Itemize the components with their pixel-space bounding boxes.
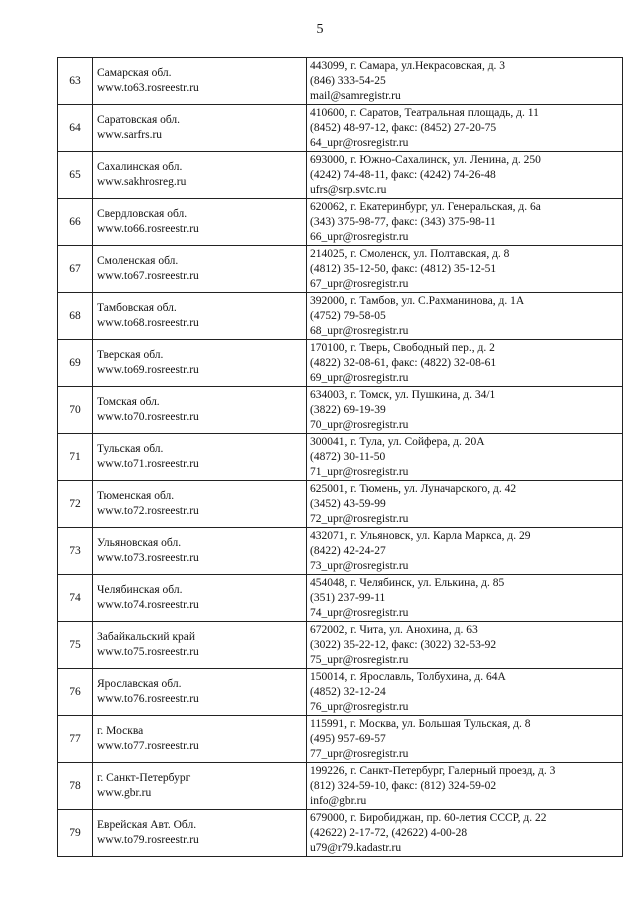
- postal-address: 634003, г. Томск, ул. Пушкина, д. 34/1: [310, 389, 496, 401]
- region-cell: [93, 716, 307, 763]
- table-row: [58, 434, 623, 481]
- postal-address: 214025, г. Смоленск, ул. Полтавская, д. 8: [310, 248, 510, 260]
- region-website: www.to67.rosreestr.ru: [97, 270, 199, 282]
- contact-cell: [307, 434, 623, 481]
- row-number: 79: [58, 810, 93, 857]
- email-address: 74_upr@rosregistr.ru: [310, 607, 409, 619]
- region-cell: [93, 669, 307, 716]
- table-row: [58, 622, 623, 669]
- region-cell: [93, 246, 307, 293]
- region-website: www.to69.rosreestr.ru: [97, 364, 199, 376]
- table-row: [58, 246, 623, 293]
- region-name: Томская обл.: [97, 396, 160, 408]
- postal-address: 454048, г. Челябинск, ул. Елькина, д. 85: [310, 577, 505, 589]
- region-cell: [93, 622, 307, 669]
- region-website: www.gbr.ru: [97, 787, 152, 799]
- table-row: [58, 152, 623, 199]
- region-website: www.to66.rosreestr.ru: [97, 223, 199, 235]
- postal-address: 432071, г. Ульяновск, ул. Карла Маркса, д. 29: [310, 530, 531, 542]
- contact-cell: [307, 481, 623, 528]
- email-address: 69_upr@rosregistr.ru: [310, 372, 409, 384]
- region-website: www.to68.rosreestr.ru: [97, 317, 199, 329]
- postal-address: 199226, г. Санкт-Петербург, Галерный проезд, д. 3: [310, 765, 556, 777]
- table-row: [58, 293, 623, 340]
- phone-numbers: (495) 957-69-57: [310, 733, 386, 745]
- region-cell: [93, 387, 307, 434]
- table-row: [58, 105, 623, 152]
- region-name: Еврейская Авт. Обл.: [97, 819, 197, 831]
- row-number: 64: [58, 105, 93, 152]
- phone-numbers: (3822) 69-19-39: [310, 404, 386, 416]
- email-address: u79@r79.kadastr.ru: [310, 842, 402, 854]
- phone-numbers: (846) 333-54-25: [310, 75, 386, 87]
- table-row: [58, 575, 623, 622]
- offices-table-body: [58, 58, 623, 857]
- region-cell: [93, 528, 307, 575]
- table-row: [58, 716, 623, 763]
- row-number: 67: [58, 246, 93, 293]
- postal-address: 300041, г. Тула, ул. Сойфера, д. 20А: [310, 436, 485, 448]
- row-number: 70: [58, 387, 93, 434]
- phone-numbers: (3022) 35-22-12, факс: (3022) 32-53-92: [310, 639, 497, 651]
- email-address: ufrs@srp.svtc.ru: [310, 184, 387, 196]
- region-website: www.to63.rosreestr.ru: [97, 82, 199, 94]
- phone-numbers: (4852) 32-12-24: [310, 686, 386, 698]
- row-number: 68: [58, 293, 93, 340]
- table-row: [58, 199, 623, 246]
- email-address: 72_upr@rosregistr.ru: [310, 513, 409, 525]
- region-cell: [93, 434, 307, 481]
- contact-cell: [307, 387, 623, 434]
- phone-numbers: (4812) 35-12-50, факс: (4812) 35-12-51: [310, 263, 497, 275]
- phone-numbers: (4242) 74-48-11, факс: (4242) 74-26-48: [310, 169, 496, 181]
- email-address: 73_upr@rosregistr.ru: [310, 560, 409, 572]
- contact-cell: [307, 622, 623, 669]
- contact-cell: [307, 58, 623, 105]
- contact-cell: [307, 199, 623, 246]
- region-name: Саратовская обл.: [97, 114, 181, 126]
- page-number: 5: [316, 22, 324, 37]
- region-cell: [93, 58, 307, 105]
- postal-address: 170100, г. Тверь, Свободный пер., д. 2: [310, 342, 495, 354]
- postal-address: 150014, г. Ярославль, Толбухина, д. 64А: [310, 671, 506, 683]
- contact-cell: [307, 763, 623, 810]
- region-name: г. Москва: [97, 725, 144, 737]
- region-website: www.to77.rosreestr.ru: [97, 740, 199, 752]
- phone-numbers: (8422) 42-24-27: [310, 545, 386, 557]
- postal-address: 115991, г. Москва, ул. Большая Тульская, д. 8: [310, 718, 531, 730]
- row-number: 78: [58, 763, 93, 810]
- postal-address: 410600, г. Саратов, Театральная площадь, д. 11: [310, 107, 539, 119]
- contact-cell: [307, 105, 623, 152]
- phone-numbers: (343) 375-98-77, факс: (343) 375-98-11: [310, 216, 496, 228]
- region-website: www.to76.rosreestr.ru: [97, 693, 199, 705]
- email-address: 71_upr@rosregistr.ru: [310, 466, 409, 478]
- table-row: [58, 810, 623, 857]
- email-address: info@gbr.ru: [310, 795, 367, 807]
- row-number: 66: [58, 199, 93, 246]
- region-website: www.to71.rosreestr.ru: [97, 458, 199, 470]
- phone-numbers: (8452) 48-97-12, факс: (8452) 27-20-75: [310, 122, 497, 134]
- region-website: www.to74.rosreestr.ru: [97, 599, 199, 611]
- region-website: www.to73.rosreestr.ru: [97, 552, 199, 564]
- email-address: 76_upr@rosregistr.ru: [310, 701, 409, 713]
- region-website: www.to79.rosreestr.ru: [97, 834, 199, 846]
- table-row: [58, 528, 623, 575]
- row-number: 76: [58, 669, 93, 716]
- region-name: Забайкальский край: [97, 631, 196, 643]
- table-row: [58, 58, 623, 105]
- region-cell: [93, 199, 307, 246]
- table-row: [58, 340, 623, 387]
- row-number: 77: [58, 716, 93, 763]
- email-address: 67_upr@rosregistr.ru: [310, 278, 409, 290]
- region-cell: [93, 105, 307, 152]
- region-name: Тверская обл.: [97, 349, 164, 361]
- email-address: 77_upr@rosregistr.ru: [310, 748, 409, 760]
- row-number: 69: [58, 340, 93, 387]
- region-name: Тульская обл.: [97, 443, 164, 455]
- postal-address: 672002, г. Чита, ул. Анохина, д. 63: [310, 624, 478, 636]
- phone-numbers: (3452) 43-59-99: [310, 498, 386, 510]
- region-name: Свердловская обл.: [97, 208, 188, 220]
- region-website: www.to70.rosreestr.ru: [97, 411, 199, 423]
- region-cell: [93, 810, 307, 857]
- region-name: Челябинская обл.: [97, 584, 183, 596]
- postal-address: 625001, г. Тюмень, ул. Луначарского, д. 42: [310, 483, 517, 495]
- region-name: Ульяновская обл.: [97, 537, 182, 549]
- row-number: 74: [58, 575, 93, 622]
- postal-address: 679000, г. Биробиджан, пр. 60-летия СССР, д. 22: [310, 812, 547, 824]
- contact-cell: [307, 293, 623, 340]
- phone-numbers: (4872) 30-11-50: [310, 451, 386, 463]
- region-name: г. Санкт-Петербург: [97, 772, 191, 784]
- postal-address: 392000, г. Тамбов, ул. С.Рахманинова, д. 1А: [310, 295, 525, 307]
- contact-cell: [307, 152, 623, 199]
- phone-numbers: (4752) 79-58-05: [310, 310, 386, 322]
- postal-address: 620062, г. Екатеринбург, ул. Генеральская, д. 6а: [310, 201, 541, 213]
- region-cell: [93, 575, 307, 622]
- row-number: 72: [58, 481, 93, 528]
- contact-cell: [307, 340, 623, 387]
- region-name: Тамбовская обл.: [97, 302, 177, 314]
- region-website: www.sarfrs.ru: [97, 129, 163, 141]
- region-name: Ярославская обл.: [97, 678, 182, 690]
- row-number: 63: [58, 58, 93, 105]
- region-name: Смоленская обл.: [97, 255, 179, 267]
- table-row: [58, 763, 623, 810]
- region-website: www.sakhrosreg.ru: [97, 176, 187, 188]
- contact-cell: [307, 575, 623, 622]
- email-address: 70_upr@rosregistr.ru: [310, 419, 409, 431]
- table-row: [58, 387, 623, 434]
- region-cell: [93, 293, 307, 340]
- email-address: 66_upr@rosregistr.ru: [310, 231, 409, 243]
- postal-address: 443099, г. Самара, ул.Некрасовская, д. 3: [310, 60, 506, 72]
- region-website: www.to75.rosreestr.ru: [97, 646, 199, 658]
- email-address: 75_upr@rosregistr.ru: [310, 654, 409, 666]
- region-cell: [93, 763, 307, 810]
- row-number: 65: [58, 152, 93, 199]
- contact-cell: [307, 528, 623, 575]
- phone-numbers: (351) 237-99-11: [310, 592, 386, 604]
- row-number: 73: [58, 528, 93, 575]
- row-number: 71: [58, 434, 93, 481]
- region-cell: [93, 340, 307, 387]
- region-cell: [93, 152, 307, 199]
- region-name: Тюменская обл.: [97, 490, 175, 502]
- email-address: 64_upr@rosregistr.ru: [310, 137, 409, 149]
- region-name: Сахалинская обл.: [97, 161, 183, 173]
- region-website: www.to72.rosreestr.ru: [97, 505, 199, 517]
- contact-cell: [307, 810, 623, 857]
- region-cell: [93, 481, 307, 528]
- contact-cell: [307, 669, 623, 716]
- phone-numbers: (42622) 2-17-72, (42622) 4-00-28: [310, 827, 468, 839]
- postal-address: 693000, г. Южно-Сахалинск, ул. Ленина, д. 250: [310, 154, 541, 166]
- offices-table: [57, 57, 623, 857]
- phone-numbers: (4822) 32-08-61, факс: (4822) 32-08-61: [310, 357, 497, 369]
- region-name: Самарская обл.: [97, 67, 172, 79]
- contact-cell: [307, 716, 623, 763]
- table-row: [58, 669, 623, 716]
- table-row: [58, 481, 623, 528]
- email-address: mail@samregistr.ru: [310, 90, 401, 102]
- phone-numbers: (812) 324-59-10, факс: (812) 324-59-02: [310, 780, 497, 792]
- email-address: 68_upr@rosregistr.ru: [310, 325, 409, 337]
- row-number: 75: [58, 622, 93, 669]
- contact-cell: [307, 246, 623, 293]
